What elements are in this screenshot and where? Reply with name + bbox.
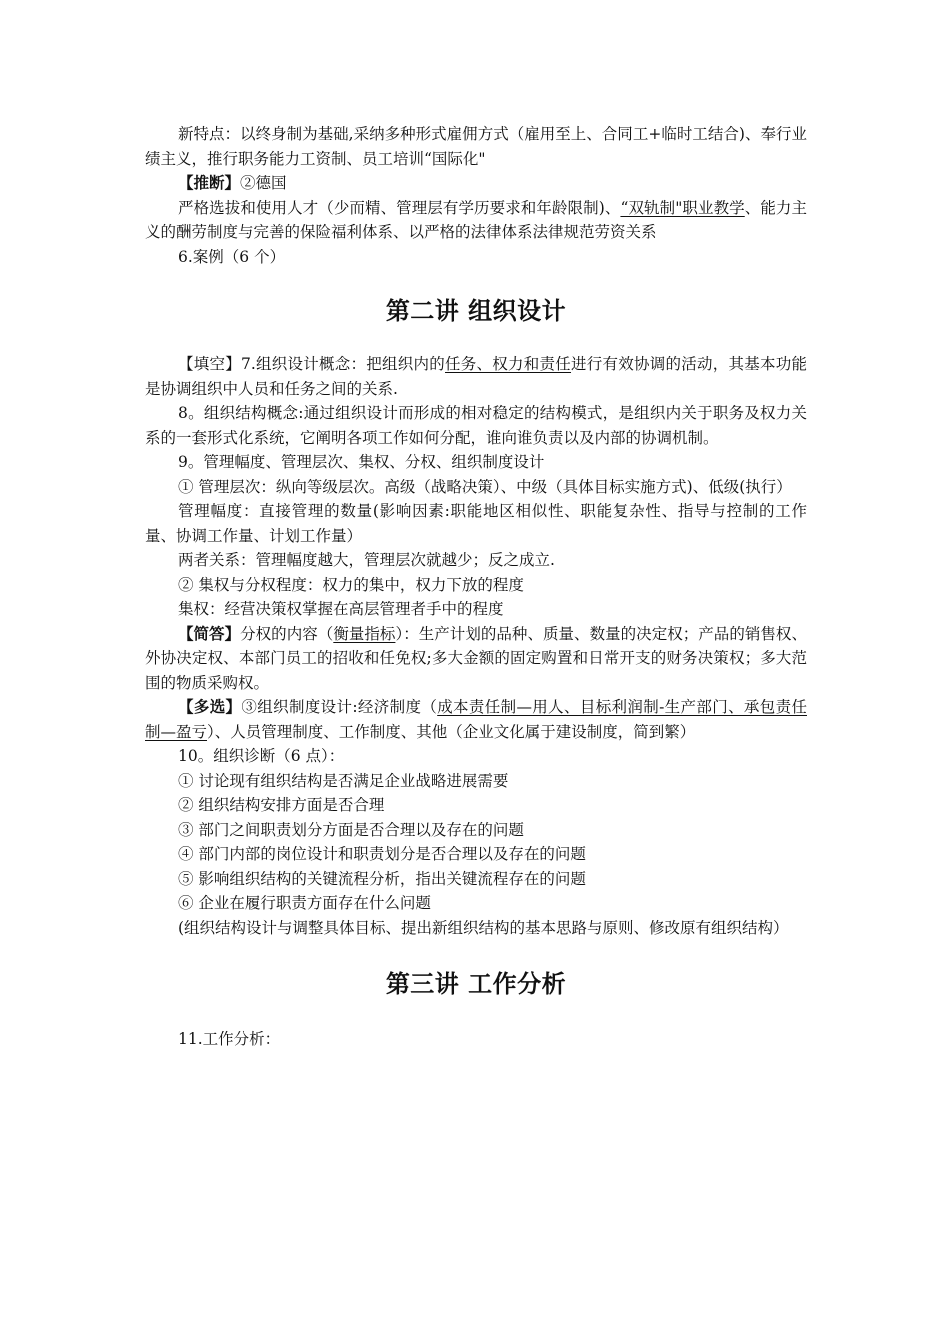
spacer [145, 999, 807, 1027]
text-segment: 进行有效协调的活动，其基本功能是协调组织中人员和任务之间的关系. [145, 355, 807, 398]
tag-short-answer: 【简答】 [178, 623, 241, 643]
text-segment: 、能力主义的酬劳制度与完善的保险福利体系、以严格的法律体系法律规范劳资关系 [145, 198, 807, 241]
text-segment: ）：生产计划的品种、质量、数量的决定权；产品的销售权、外协决定权、本部门员工的招收和任免权;多大金额的固定购置和日常开支的财务决策权；多大范围的物质采购权。 [145, 624, 807, 692]
list-item: ① 讨论现有组织结构是否满足企业战略进展需要 [178, 771, 509, 790]
paragraph-job-analysis: 11.工作分析： [178, 1030, 281, 1048]
text-segment: 【填空】7.组织设计概念：把组织内的 [178, 355, 446, 373]
heading-lecture-2: 第二讲 组织设计 [385, 297, 567, 325]
paragraph-cases: 6.案例（6 个） [178, 247, 286, 266]
spacer [145, 269, 807, 291]
germany-text: ②德国 [240, 174, 287, 192]
list-item: ④ 部门内部的岗位设计和职责划分是否合理以及存在的问题 [178, 845, 586, 863]
underlined-responsibility-systems: 成本责任制—用人、目标利润制-生产部门、承包责任制—盈亏 [145, 698, 807, 741]
paragraph-centralization: ② 集权与分权程度：权力的集中，权力下放的程度 [178, 575, 524, 594]
paragraph-talent [145, 196, 807, 245]
tag-inference: 【推断】 [178, 173, 241, 192]
underlined-metrics: 衡量指标 [333, 624, 396, 643]
text-segment: 严格选拔和使用人才（少而精、管理层有学历要求和年龄限制)、 [178, 198, 621, 217]
paragraph-new-features: 新特点：以终身制为基础,采纳多种形式雇佣方式（雇用至上、合同工+临时工结合)、奉行业绩主义，推行职务能力工资制、员工培训“国际化" [145, 125, 807, 168]
underlined-task-power-duty: 任务、权力和责任 [445, 355, 572, 373]
list-item: ③ 部门之间职责划分方面是否合理以及存在的问题 [178, 820, 524, 839]
paragraph-org-goals: (组织结构设计与调整具体目标、提出新组织结构的基本思路与原则、修改原有组织结构） [178, 918, 789, 937]
list-item: ⑥ 企业在履行职责方面存在什么问题 [178, 894, 431, 912]
paragraph-org-system-design [145, 695, 807, 744]
paragraph-org-diagnosis: 10。组织诊断（6 点）： [178, 747, 345, 765]
tag-multiple-choice: 【多选】 [178, 697, 242, 716]
text-segment: ）、人员管理制度、工作制度、其他（企业文化属于建设制度，简到繁） [207, 722, 696, 741]
document-page [145, 122, 807, 1052]
text-segment: 分权的内容（ [240, 624, 334, 643]
heading-lecture-3: 第三讲 工作分析 [385, 970, 567, 998]
paragraph-decentralization-content [145, 622, 807, 696]
spacer [145, 940, 807, 964]
list-item: ② 组织结构安排方面是否合理 [178, 796, 385, 814]
underlined-dual-track: “双轨制"职业教学 [620, 198, 745, 217]
paragraph-relationship: 两者关系：管理幅度越大，管理层次就越少；反之成立. [178, 551, 555, 569]
paragraph-org-design-concept [145, 352, 807, 401]
paragraph-management-span: 管理幅度：直接管理的数量(影响因素:职能地区相似性、职能复杂性、指导与控制的工作量、协调工作量、计划工作量） [145, 502, 807, 545]
spacer [145, 326, 807, 352]
list-item: ⑤ 影响组织结构的关键流程分析，指出关键流程存在的问题 [178, 869, 586, 888]
text-segment: ③组织制度设计:经济制度（ [241, 698, 438, 716]
paragraph-item-9: 9。管理幅度、管理层次、集权、分权、组织制度设计 [178, 453, 545, 471]
paragraph-centralization-def: 集权：经营决策权掌握在高层管理者手中的程度 [178, 600, 504, 618]
paragraph-org-structure-concept: 8。组织结构概念:通过组织设计而形成的相对稳定的结构模式，是组织内关于职务及权力关系的一套形式化系统，它阐明各项工作如何分配，谁向谁负责以及内部的协调机制。 [145, 404, 807, 447]
paragraph-germany [145, 171, 807, 196]
paragraph-management-levels: ① 管理层次：纵向等级层次。高级（战略决策）、中级（具体目标实施方式)、低级(执行） [178, 477, 792, 496]
